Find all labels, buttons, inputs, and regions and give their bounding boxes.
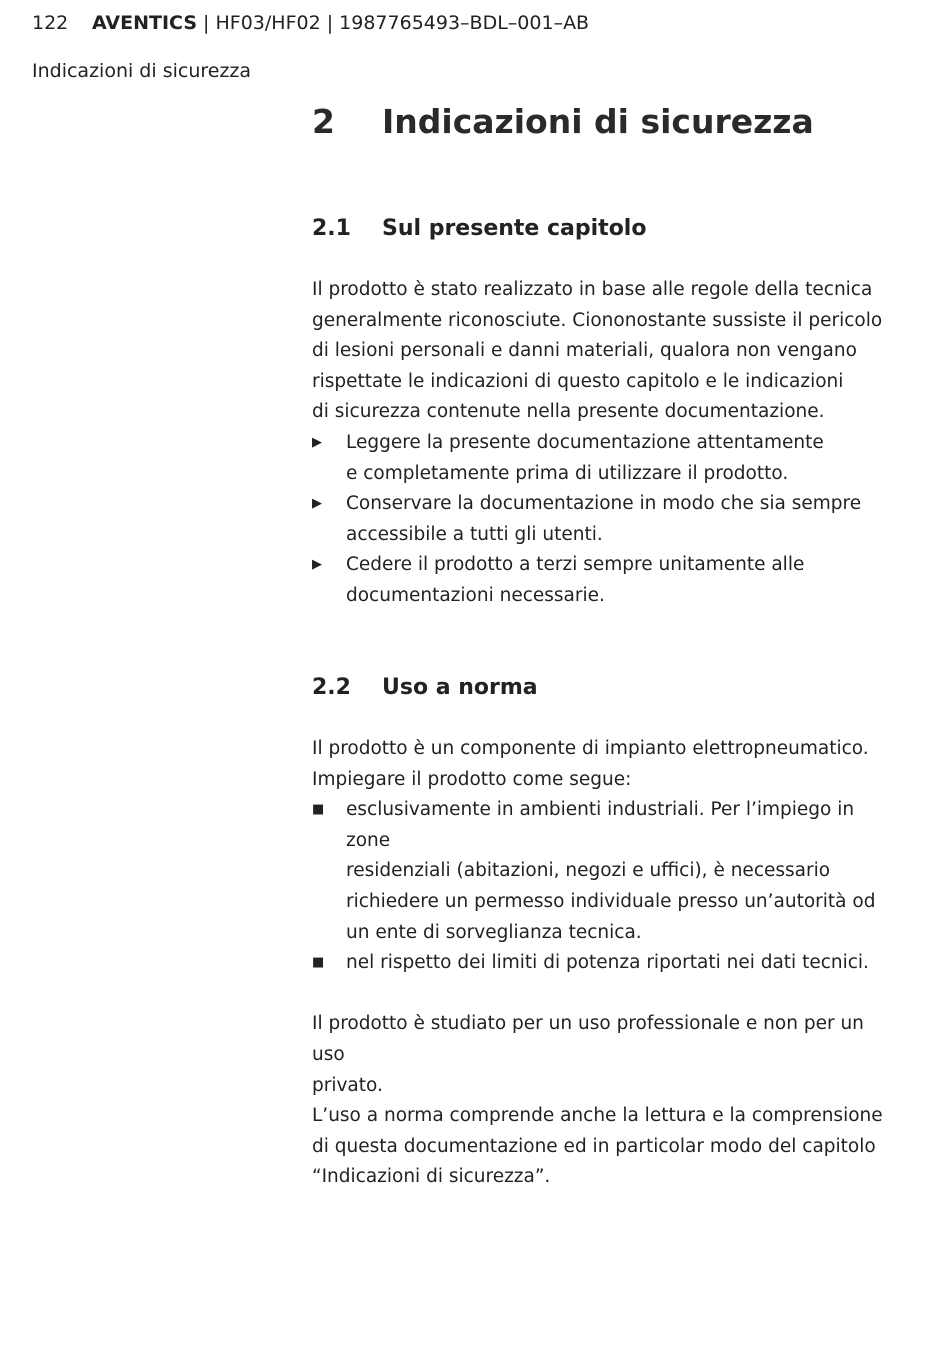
- chapter-title: Indicazioni di sicurezza: [382, 102, 814, 141]
- triangle-bullet-icon: ▶: [312, 557, 322, 573]
- paragraph-line: di questa documentazione ed in particolar modo del capitolo: [312, 1135, 876, 1157]
- square-bullet-icon: ■: [312, 802, 325, 818]
- list-item: [312, 428, 892, 489]
- list-item-line: Leggere la presente documentazione attentamente: [346, 431, 824, 453]
- chapter-number: 2: [312, 102, 335, 141]
- square-bullet-icon: ■: [312, 955, 325, 971]
- paragraph-line: Il prodotto è studiato per un uso professionale e non per un uso: [312, 1013, 864, 1065]
- list-item: [312, 795, 892, 948]
- paragraph-line: privato.: [312, 1074, 383, 1096]
- list-item: [312, 948, 892, 979]
- section-heading-2-1: [312, 216, 892, 241]
- paragraph-line: “Indicazioni di sicurezza”.: [312, 1166, 551, 1188]
- list-item-line: accessibile a tutti gli utenti.: [346, 523, 603, 545]
- list-item-line: esclusivamente in ambienti industriali. Per l’impiego in zone: [346, 799, 855, 851]
- page-number: 122: [32, 12, 69, 34]
- usage-list: [312, 795, 892, 979]
- paragraph-line: Impiegare il prodotto come segue:: [312, 768, 632, 790]
- brand-name: AVENTICS: [92, 12, 198, 34]
- document-reference: | HF03/HF02 | 1987765493–BDL–001–AB: [197, 12, 590, 34]
- instruction-list: [312, 428, 892, 612]
- section-number: 2.2: [312, 675, 351, 700]
- paragraph-line: di sicurezza contenute nella presente documentazione.: [312, 401, 825, 423]
- section-2-1-body: [312, 275, 892, 612]
- paragraph-spacer: [312, 979, 892, 1010]
- paragraph-line: di lesioni personali e danni materiali, qualora non vengano: [312, 340, 857, 362]
- list-item-line: Conservare la documentazione in modo che sia sempre: [346, 493, 862, 515]
- section-number: 2.1: [312, 216, 351, 241]
- list-item-line: Cedere il prodotto a terzi sempre unitamente alle: [346, 554, 805, 576]
- paragraph-line: Il prodotto è stato realizzato in base alle regole della tecnica: [312, 279, 873, 300]
- paragraph-line: L’uso a norma comprende anche la lettura e la comprensione: [312, 1105, 883, 1127]
- list-item-line: un ente di sorveglianza tecnica.: [346, 921, 642, 943]
- list-item-line: richiedere un permesso individuale presso un’autorità od: [346, 890, 876, 912]
- running-section-title: Indicazioni di sicurezza: [32, 60, 252, 82]
- list-item-line: documentazioni necessarie.: [346, 584, 605, 606]
- page-header: [32, 12, 589, 34]
- section-title: Uso a norma: [382, 675, 538, 700]
- triangle-bullet-icon: ▶: [312, 434, 322, 450]
- section-heading-2-2: [312, 675, 892, 700]
- chapter-heading: [312, 102, 892, 141]
- list-item: [312, 489, 892, 550]
- paragraph-line: generalmente riconosciute. Ciononostante sussiste il pericolo: [312, 309, 883, 331]
- section-2-2-body: [312, 734, 892, 1193]
- list-item-line: e completamente prima di utilizzare il prodotto.: [346, 462, 789, 484]
- list-item: [312, 550, 892, 611]
- list-item-line: nel rispetto dei limiti di potenza riportati nei dati tecnici.: [346, 952, 869, 974]
- triangle-bullet-icon: ▶: [312, 496, 322, 512]
- paragraph-line: rispettate le indicazioni di questo capitolo e le indicazioni: [312, 370, 844, 392]
- paragraph-line: Il prodotto è un componente di impianto elettropneumatico.: [312, 738, 869, 759]
- list-item-line: residenziali (abitazioni, negozi e uffici), è necessario: [346, 860, 831, 882]
- section-title: Sul presente capitolo: [382, 216, 647, 241]
